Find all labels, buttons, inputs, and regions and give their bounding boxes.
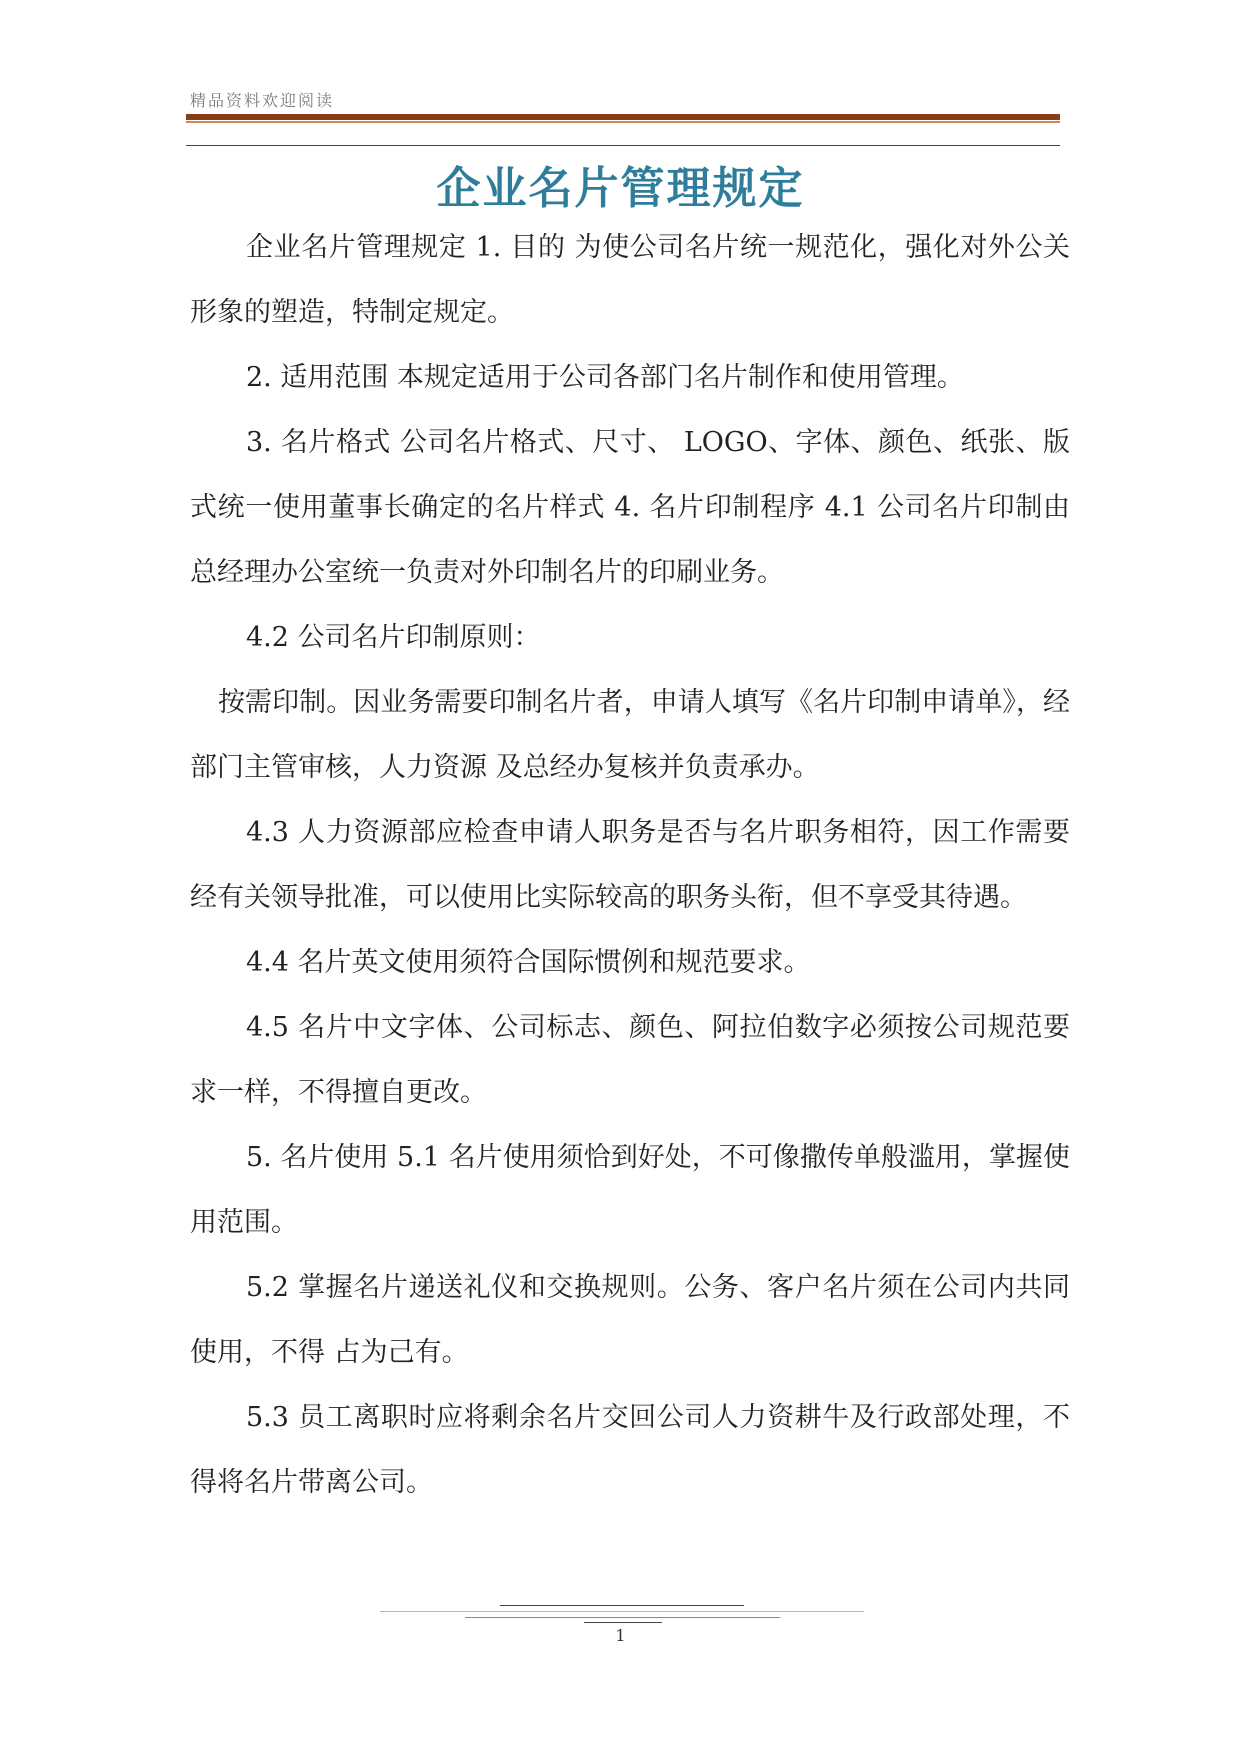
paragraph-5-3: 5.3 员工离职时应将剩余名片交回公司人力资耕牛及行政部处理，不得将名片带离公司。: [190, 1402, 1070, 1498]
paragraph-4-2: 4.2 公司名片印制原则：: [246, 622, 541, 653]
document-title: 企业名片管理规定: [436, 163, 805, 214]
footer-rule-wide: [380, 1611, 864, 1612]
footer-rule-short: [584, 1622, 662, 1623]
paragraph-format: 3. 名片格式 公司名片格式、尺寸、 LOGO、字体、颜色、纸张、版式统一使用董事长确定的名片样式 4. 名片印制程序 4.1 公司名片印制由总经理办公室统一负责对外印制名片的印刷业务。: [190, 427, 1070, 588]
footer-rule-middle: [465, 1617, 780, 1618]
paragraph-4-4: 4.4 名片英文使用须符合国际惯例和规范要求。: [246, 947, 811, 978]
page-number: 1: [615, 1626, 626, 1645]
paragraph-purpose: 企业名片管理规定 1. 目的 为使公司名片统一规范化，强化对外公关形象的塑造，特制定规定。: [190, 232, 1070, 328]
paragraph-4-3: 4.3 人力资源部应检查申请人职务是否与名片职务相符，因工作需要经有关领导批准，可以使用比实际较高的职务头衔，但不享受其待遇。: [190, 817, 1070, 913]
paragraph-5-1: 5. 名片使用 5.1 名片使用须恰到好处，不可像撒传单般滥用，掌握使用范围。: [190, 1142, 1070, 1238]
header-rule-accent: [186, 121, 1060, 123]
document-body: [190, 215, 1070, 1515]
header-rule-thin: [186, 145, 1060, 146]
page-header-text: 精品资料欢迎阅读: [190, 91, 335, 110]
paragraph-on-demand: 按需印制。因业务需要印制名片者，申请人填写《名片印制申请单》，经部门主管审核，人力资源 及总经办复核并负责承办。: [190, 687, 1070, 783]
paragraph-4-5: 4.5 名片中文字体、公司标志、颜色、阿拉伯数字必须按公司规范要求一样，不得擅自更改。: [190, 1012, 1070, 1108]
header-rule: [186, 114, 1060, 120]
paragraph-5-2: 5.2 掌握名片递送礼仪和交换规则。公务、客户名片须在公司内共同使用，不得 占为己有。: [190, 1272, 1070, 1368]
footer-rule-top: [500, 1605, 744, 1606]
paragraph-scope: 2. 适用范围 本规定适用于公司各部门名片制作和使用管理。: [246, 362, 964, 393]
